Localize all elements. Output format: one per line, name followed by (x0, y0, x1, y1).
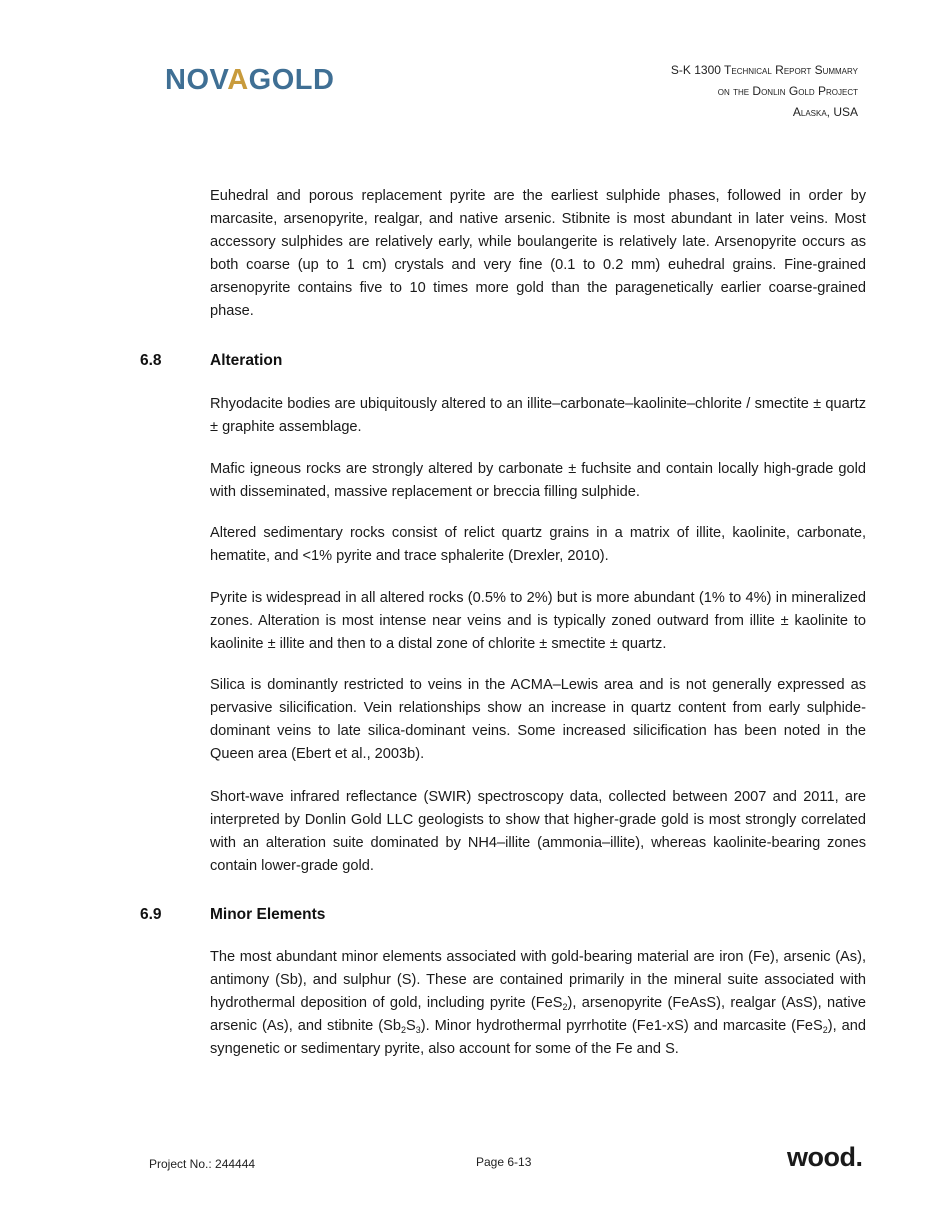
page-number: Page 6-13 (476, 1155, 532, 1169)
alteration-paragraph-6: Short-wave infrared reflectance (SWIR) spectroscopy data, collected between 2007 and 2011, are interpreted by Donlin Gold LLC geologists to show that higher-grade gold is most strongly correlated with an alteration suite dominated by NH4–illite (ammonia–illite), whereas kaolinite-bearing zones contain lower-grade gold. (210, 789, 866, 874)
alteration-paragraph-1: Rhyodacite bodies are ubiquitously altered to an illite–carbonate–kaolinite–chlorite / smectite ± quartz ± graphite assemblage. (210, 396, 866, 435)
header-line-2: on the Donlin Gold Project (717, 84, 858, 98)
novagold-logo (165, 64, 334, 96)
section-number-6-8: 6.8 (140, 352, 162, 369)
section-title-alteration: Alteration (210, 352, 283, 369)
alteration-paragraph-2: Mafic igneous rocks are strongly altered by carbonate ± fuchsite and contain locally high-grade gold with disseminated, massive replacement or breccia filling sulphide. (210, 461, 866, 500)
intro-paragraph: Euhedral and porous replacement pyrite are the earliest sulphide phases, followed in order by marcasite, arsenopyrite, realgar, and native arsenic. Stibnite is most abundant in later veins. Most accessory sulphides are relatively early, while boulangerite is relatively late. Arsenopyrite occurs as both coarse (up to 1 cm) crystals and very fine (0.1 to 0.2 mm) euhedral grains. Fine-grained arsenopyrite contains five to 10 times more gold than the paragenetically earlier coarse-grained phase. (210, 188, 866, 319)
logo-text-3: GOLD (248, 64, 335, 96)
section-number-6-9: 6.9 (140, 906, 162, 923)
minor-elements-paragraph: The most abundant minor elements associated with gold-bearing material are iron (Fe), arsenic (As), antimony (Sb), and sulphur (S). These are contained primarily in the mineral suite associated with hydrothermal deposition of gold, including pyrite (FeS$_2$), arsenopyrite (FeAsS), realgar (AsS), native arsenic (As), and stibnite $(Sb_2S_3)$. Minor hydrothermal pyrrhotite (Fe1-xS) and marcasite (FeS$_2$), and syngenetic or sedimentary pyrite, also account for some of the Fe and S. (210, 949, 866, 1057)
header-line-1: S-K 1300 Technical Report Summary (670, 63, 858, 77)
project-number: Project No.: 244444 (149, 1157, 256, 1171)
alteration-paragraph-5: Silica is dominantly restricted to veins in the ACMA–Lewis area and is not generally expressed as pervasive silicification. Vein relationships show an increase in quartz content from early sulphide-dominant veins to late silica-dominant veins. Some increased silicification has been noted in the Queen area (Ebert et al., 2003b). (210, 677, 866, 762)
logo-text-1: NOV (165, 64, 228, 96)
alteration-paragraph-4: Pyrite is widespread in all altered rocks (0.5% to 2%) but is more abundant (1% to 4%) in mineralized zones. Alteration is most intense near veins and is typically zoned outward from illite ± kaolinite to kaolinite ± illite and then to a distal zone of chlorite ± smectite ± quartz. (210, 590, 866, 652)
header-line-3: Alaska, USA (792, 105, 858, 119)
report-header (671, 60, 858, 123)
section-title-minor-elements: Minor Elements (210, 906, 326, 923)
wood-logo: wood. (787, 1142, 863, 1172)
logo-text-2: A (227, 64, 249, 96)
alteration-paragraph-3: Altered sedimentary rocks consist of relict quartz grains in a matrix of illite, kaolinite, carbonate, hematite, and <1% pyrite and trace sphalerite (Drexler, 2010). (210, 525, 866, 564)
